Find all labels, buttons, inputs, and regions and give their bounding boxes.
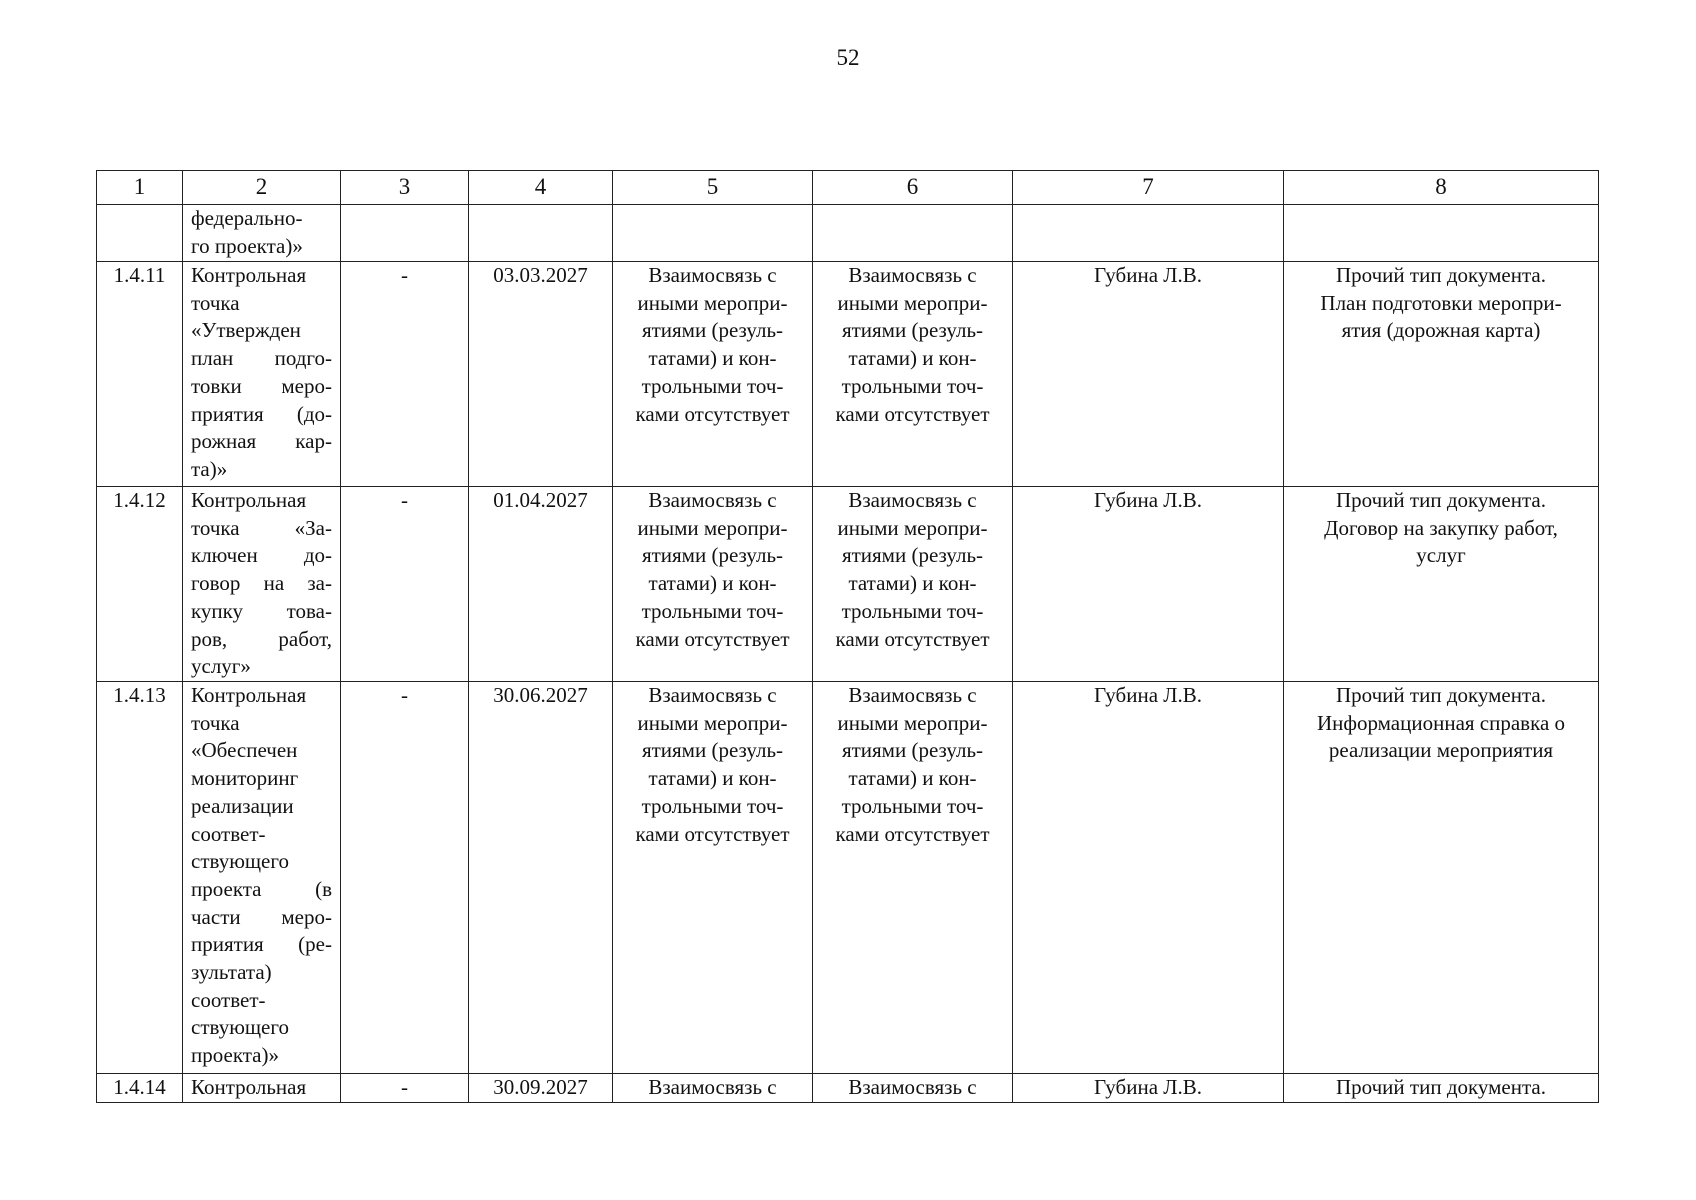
row-number-cell [97, 262, 183, 487]
col3-cell: - [341, 487, 469, 682]
column-header: 2 [183, 171, 341, 205]
row-number-cell [97, 682, 183, 1074]
name-line: ствующего [191, 1015, 289, 1040]
table-cell [1013, 205, 1284, 262]
name-cell [183, 262, 341, 487]
continuation-row [97, 205, 1599, 262]
relation-cell [813, 262, 1013, 487]
relation-text: Взаимосвязь с иными меропри- ятиями (резуль- татами) и кон- трольными точ- ками отсутствует [635, 488, 790, 651]
relation-text: Взаимосвязь с иными меропри- ятиями (резуль- татами) и кон- трольными точ- ками отсутствует [635, 683, 790, 846]
name-line: точка «За- [191, 515, 332, 540]
relation-cell [613, 487, 813, 682]
row-number: 1.4.14 [113, 1075, 166, 1099]
relation-text: Взаимосвязь с иными меропри- ятиями (резуль- татами) и кон- трольными точ- ками отсутствует [635, 263, 790, 426]
name-line: Контрольная [191, 488, 307, 512]
name-line: товки меро- [191, 373, 332, 398]
relation-cell [813, 682, 1013, 1074]
column-header: 1 [97, 171, 183, 205]
name-line: зультата) [191, 960, 272, 985]
column-header: 7 [1013, 171, 1284, 205]
col3-cell: - [341, 262, 469, 487]
name-line: проекта (в [191, 876, 332, 901]
table-cell [813, 205, 1013, 262]
relation-text: Взаимосвязь с иными меропри- ятиями (резуль- татами) и кон- трольными точ- ками отсутствует [835, 488, 990, 651]
relation-text: Взаимосвязь с иными меропри- ятиями (резуль- татами) и кон- трольными точ- ками отсутствует [835, 683, 990, 846]
row-number: 1.4.13 [113, 683, 166, 707]
relation-cell [813, 487, 1013, 682]
column-header: 5 [613, 171, 813, 205]
name-line: мониторинг [191, 766, 299, 791]
document-text: Прочий тип документа. Информационная справка о реализации мероприятия [1316, 683, 1566, 763]
document-cell [1284, 262, 1599, 487]
table-row [97, 682, 1599, 1074]
name-line: Контрольная [191, 1075, 307, 1099]
document-cell [1284, 487, 1599, 682]
table-row [97, 262, 1599, 487]
name-line: приятия (ре- [191, 932, 332, 957]
name-cell [183, 682, 341, 1074]
col3-cell: - [341, 1074, 469, 1103]
header-row [97, 171, 1599, 205]
name-line: Контрольная [191, 263, 307, 287]
name-line: Контрольная [191, 683, 307, 707]
document-cell [1284, 682, 1599, 1074]
row-number-cell [97, 487, 183, 682]
name-line: приятия (до- [191, 401, 332, 426]
name-line: «Обеспечен [191, 738, 298, 763]
name-cell [183, 1074, 341, 1103]
column-header: 4 [469, 171, 613, 205]
column-header: 3 [341, 171, 469, 205]
date-cell: 30.06.2027 [469, 682, 613, 1074]
document-cell [1284, 1074, 1599, 1103]
document-text: Прочий тип документа. Договор на закупку работ, услуг [1324, 488, 1558, 568]
col3-cell: - [341, 682, 469, 1074]
relation-cell [613, 262, 813, 487]
row-number-cell [97, 1074, 183, 1103]
name-line: соответ- [191, 987, 266, 1012]
name-line: та)» [191, 456, 228, 481]
table-cell [341, 205, 469, 262]
relation-text: Взаимосвязь с [848, 1075, 977, 1099]
document-text: Прочий тип документа. [1336, 1075, 1546, 1099]
name-line: план подго- [191, 346, 332, 371]
name-cell [183, 205, 341, 262]
name-line: ключен до- [191, 543, 332, 568]
name-line: ров, работ, [191, 626, 332, 651]
page-number: 52 [836, 45, 860, 70]
responsible-cell: Губина Л.В. [1013, 487, 1284, 682]
name-line: реализации [191, 793, 294, 818]
name-line: точка [191, 710, 240, 735]
name-line: «Утвержден [191, 318, 301, 343]
name-text [191, 262, 332, 484]
row-number-cell [97, 205, 183, 262]
name-text [191, 682, 332, 1070]
name-line: рожная кар- [191, 429, 332, 454]
name-text [191, 487, 332, 681]
responsible-cell: Губина Л.В. [1013, 262, 1284, 487]
row-number: 1.4.11 [113, 263, 166, 287]
name-line: услуг» [191, 654, 251, 679]
relation-text: Взаимосвязь с [648, 1075, 777, 1099]
responsible-cell: Губина Л.В. [1013, 1074, 1284, 1103]
date-cell: 30.09.2027 [469, 1074, 613, 1103]
relation-text: Взаимосвязь с иными меропри- ятиями (резуль- татами) и кон- трольными точ- ками отсутствует [835, 263, 990, 426]
name-line: ствующего [191, 849, 289, 874]
name-line: соответ- [191, 821, 266, 846]
table-cell [469, 205, 613, 262]
document-table [96, 170, 1599, 1103]
relation-cell [613, 1074, 813, 1103]
name-line: федерально- [191, 206, 303, 230]
table-cell [1284, 205, 1599, 262]
date-cell: 01.04.2027 [469, 487, 613, 682]
row-number: 1.4.12 [113, 488, 166, 512]
name-line: точка [191, 290, 240, 315]
document-text: Прочий тип документа. План подготовки меропри- ятия (дорожная карта) [1320, 263, 1562, 343]
name-cell [183, 487, 341, 682]
name-line: проекта)» [191, 1043, 279, 1068]
name-line: го проекта)» [191, 233, 303, 258]
table-cell [613, 205, 813, 262]
name-line: купку това- [191, 598, 332, 623]
table-row [97, 1074, 1599, 1103]
relation-cell [813, 1074, 1013, 1103]
name-text [191, 205, 332, 260]
relation-cell [613, 682, 813, 1074]
column-header: 6 [813, 171, 1013, 205]
name-line: говор на за- [191, 571, 332, 596]
name-text [191, 1074, 332, 1102]
name-line: части меро- [191, 904, 332, 929]
column-header: 8 [1284, 171, 1599, 205]
date-cell: 03.03.2027 [469, 262, 613, 487]
responsible-cell: Губина Л.В. [1013, 682, 1284, 1074]
table-row [97, 487, 1599, 682]
